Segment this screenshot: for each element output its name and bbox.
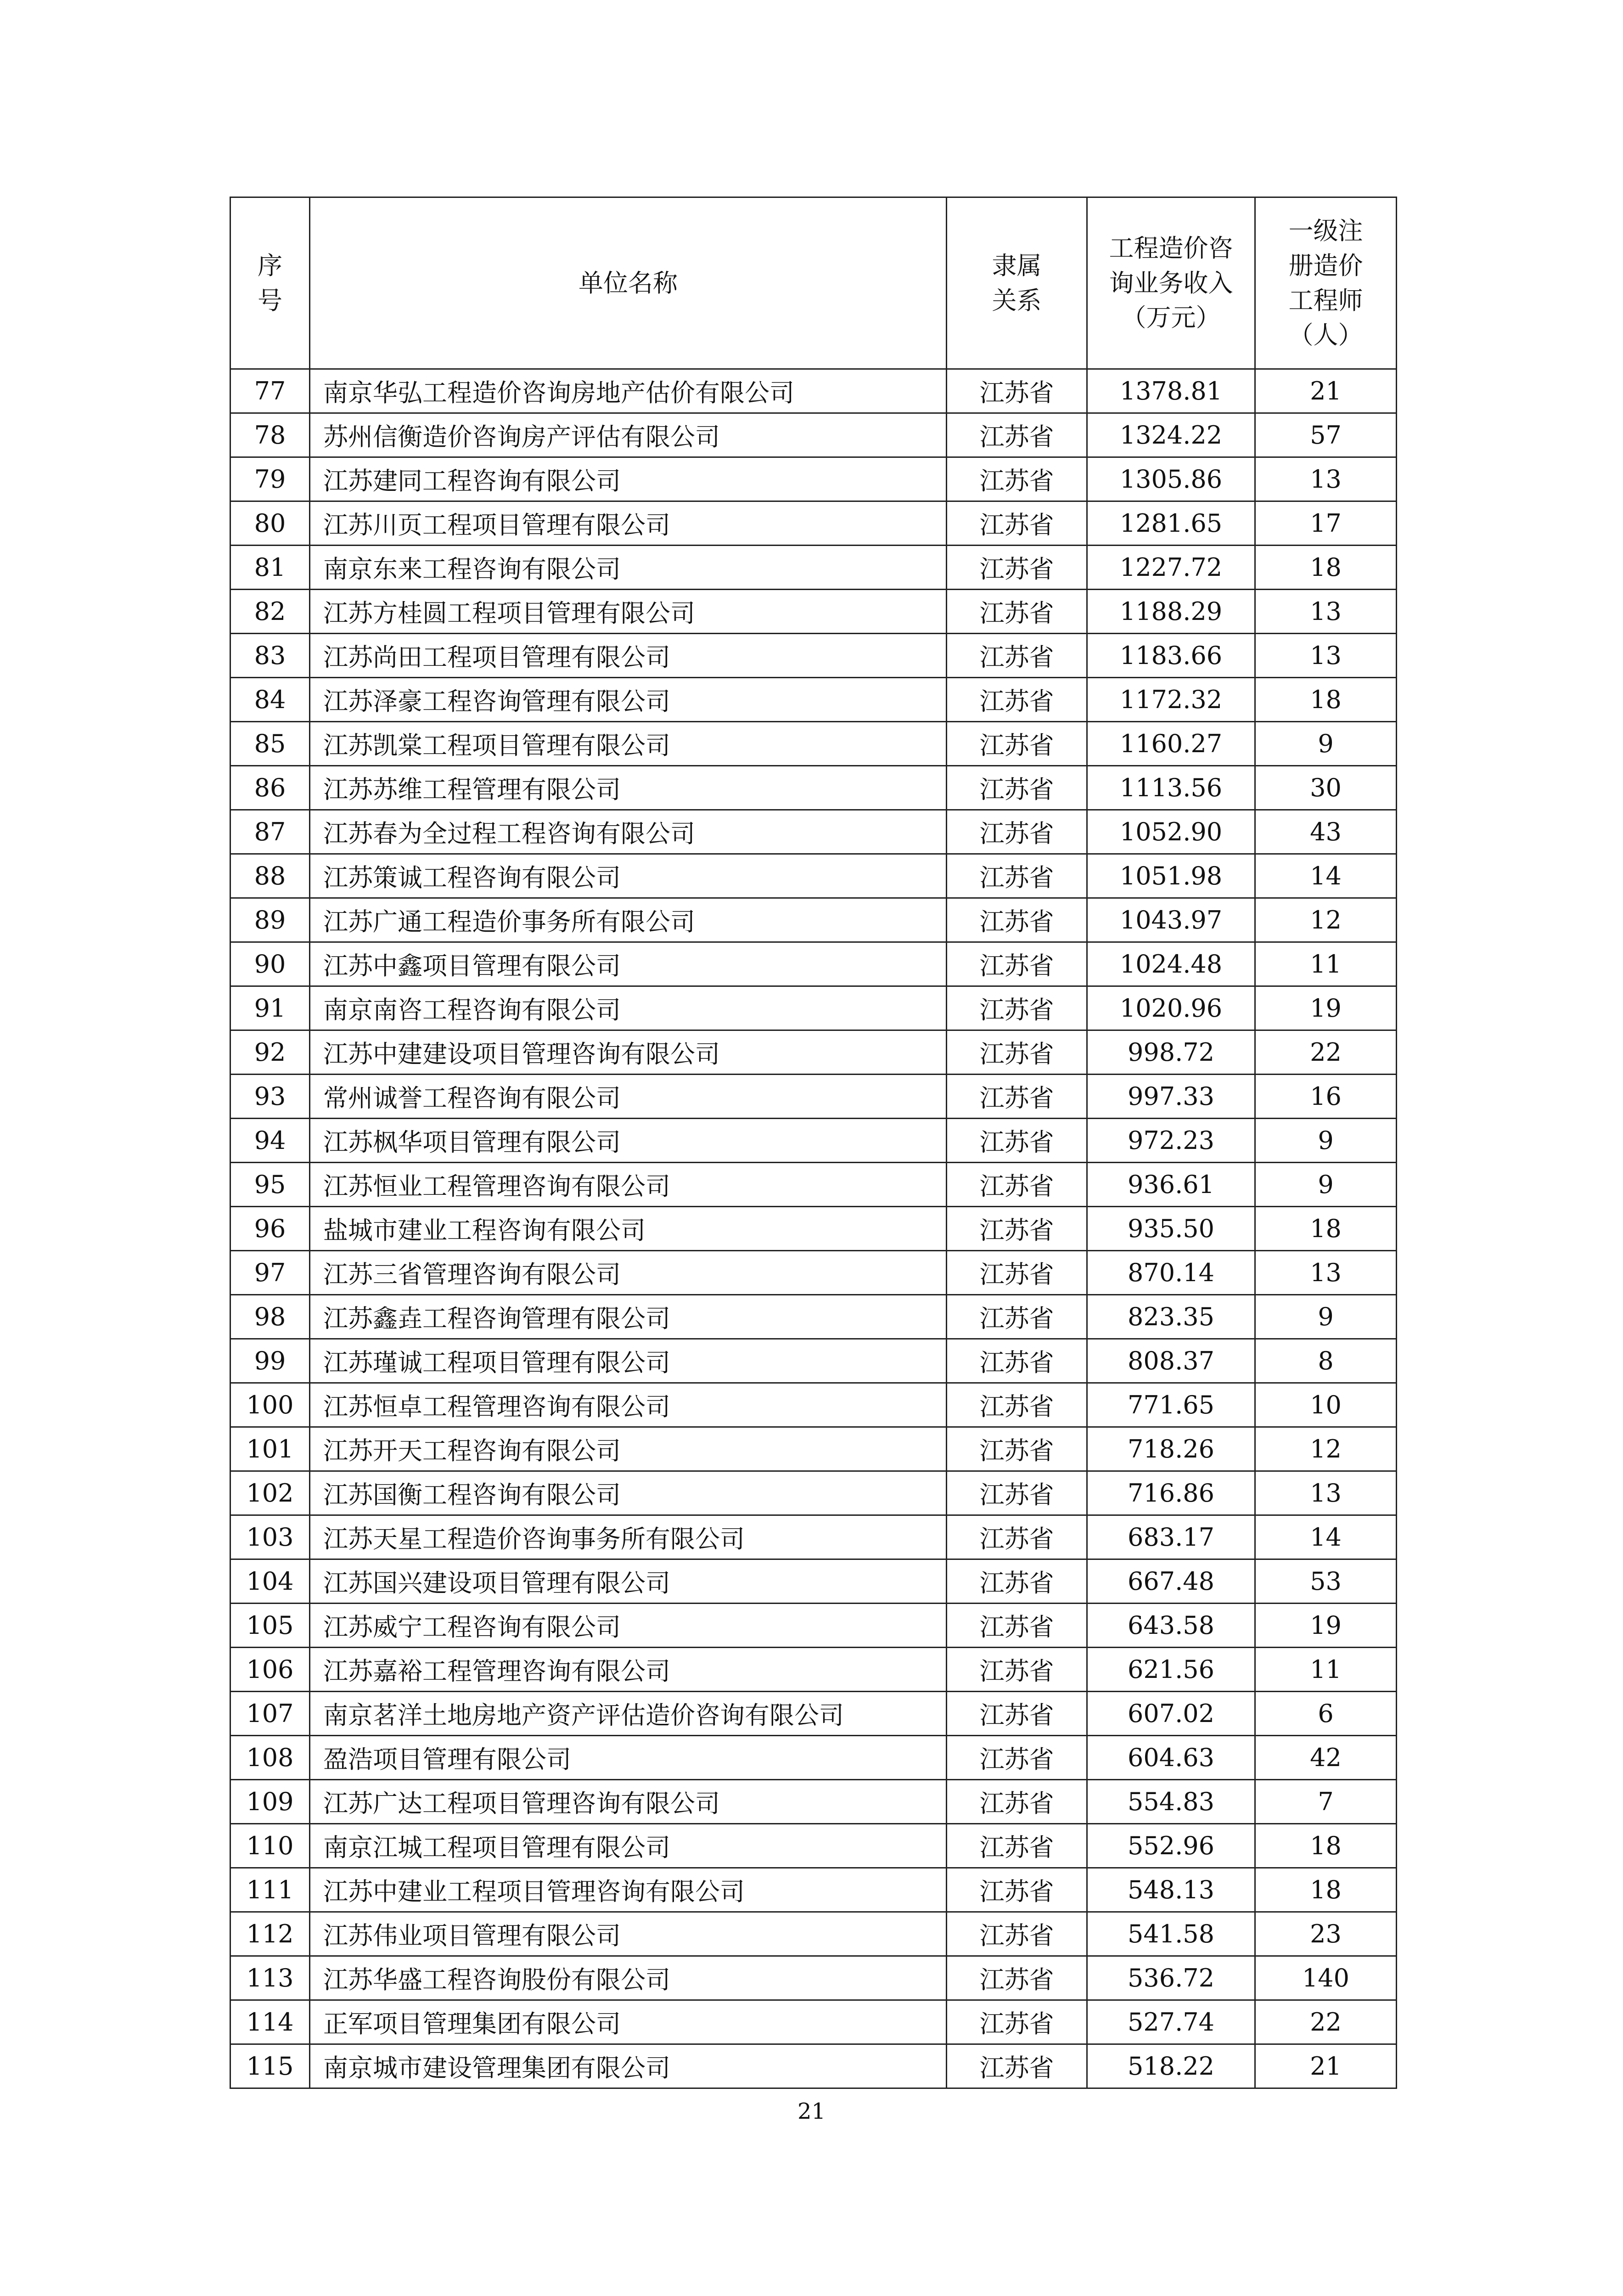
cell-affiliation: 江苏省 xyxy=(947,634,1087,678)
cell-engineers: 10 xyxy=(1255,1383,1397,1427)
cell-company-name: 常州诚誉工程咨询有限公司 xyxy=(310,1075,947,1119)
cell-seq: 103 xyxy=(230,1515,310,1559)
cell-affiliation: 江苏省 xyxy=(947,810,1087,854)
cell-revenue: 1305.86 xyxy=(1087,457,1255,501)
table-row xyxy=(230,2000,1397,2044)
cell-company-name: 江苏国兴建设项目管理有限公司 xyxy=(310,1559,947,1604)
table-row xyxy=(230,722,1397,766)
cell-revenue: 972.23 xyxy=(1087,1119,1255,1163)
cell-seq: 87 xyxy=(230,810,310,854)
cell-revenue: 1188.29 xyxy=(1087,590,1255,634)
cell-revenue: 621.56 xyxy=(1087,1648,1255,1692)
cell-engineers: 18 xyxy=(1255,1824,1397,1868)
header-name: 单位名称 xyxy=(310,197,947,369)
cell-seq: 78 xyxy=(230,413,310,457)
cell-affiliation: 江苏省 xyxy=(947,1119,1087,1163)
cell-affiliation: 江苏省 xyxy=(947,2000,1087,2044)
cell-engineers: 18 xyxy=(1255,678,1397,722)
cell-revenue: 1052.90 xyxy=(1087,810,1255,854)
cell-revenue: 1051.98 xyxy=(1087,854,1255,898)
cell-company-name: 江苏尚田工程项目管理有限公司 xyxy=(310,634,947,678)
cell-engineers: 17 xyxy=(1255,501,1397,546)
cell-seq: 81 xyxy=(230,546,310,590)
cell-revenue: 771.65 xyxy=(1087,1383,1255,1427)
table-row xyxy=(230,942,1397,986)
cell-company-name: 江苏苏维工程管理有限公司 xyxy=(310,766,947,810)
table-row xyxy=(230,854,1397,898)
cell-company-name: 江苏鑫垚工程咨询管理有限公司 xyxy=(310,1295,947,1339)
cell-affiliation: 江苏省 xyxy=(947,986,1087,1030)
cell-seq: 97 xyxy=(230,1251,310,1295)
cell-revenue: 997.33 xyxy=(1087,1075,1255,1119)
cell-seq: 79 xyxy=(230,457,310,501)
cell-seq: 107 xyxy=(230,1692,310,1736)
table-row xyxy=(230,1427,1397,1471)
table-row xyxy=(230,369,1397,413)
cell-affiliation: 江苏省 xyxy=(947,1471,1087,1515)
cell-affiliation: 江苏省 xyxy=(947,722,1087,766)
table-row xyxy=(230,1515,1397,1559)
table-row xyxy=(230,1780,1397,1824)
cell-revenue: 552.96 xyxy=(1087,1824,1255,1868)
cell-affiliation: 江苏省 xyxy=(947,1295,1087,1339)
cell-affiliation: 江苏省 xyxy=(947,1383,1087,1427)
cell-engineers: 19 xyxy=(1255,986,1397,1030)
table-row xyxy=(230,1648,1397,1692)
cell-company-name: 江苏恒业工程管理咨询有限公司 xyxy=(310,1163,947,1207)
cell-company-name: 南京江城工程项目管理有限公司 xyxy=(310,1824,947,1868)
cell-affiliation: 江苏省 xyxy=(947,1075,1087,1119)
cell-seq: 90 xyxy=(230,942,310,986)
cell-seq: 106 xyxy=(230,1648,310,1692)
cell-company-name: 江苏威宁工程咨询有限公司 xyxy=(310,1604,947,1648)
cell-seq: 77 xyxy=(230,369,310,413)
cell-engineers: 14 xyxy=(1255,1515,1397,1559)
table-row xyxy=(230,1471,1397,1515)
cell-seq: 114 xyxy=(230,2000,310,2044)
cell-affiliation: 江苏省 xyxy=(947,1427,1087,1471)
cell-company-name: 江苏中鑫项目管理有限公司 xyxy=(310,942,947,986)
cell-engineers: 19 xyxy=(1255,1604,1397,1648)
cell-company-name: 江苏广达工程项目管理咨询有限公司 xyxy=(310,1780,947,1824)
cell-affiliation: 江苏省 xyxy=(947,1030,1087,1075)
cell-affiliation: 江苏省 xyxy=(947,457,1087,501)
cell-company-name: 江苏华盛工程咨询股份有限公司 xyxy=(310,1956,947,2000)
cell-seq: 88 xyxy=(230,854,310,898)
cell-seq: 115 xyxy=(230,2044,310,2088)
cell-seq: 109 xyxy=(230,1780,310,1824)
header-engineers: 一级注 册造价 工程师 （人） xyxy=(1255,197,1397,369)
cell-affiliation: 江苏省 xyxy=(947,1780,1087,1824)
cell-seq: 94 xyxy=(230,1119,310,1163)
cell-engineers: 9 xyxy=(1255,1163,1397,1207)
table-row xyxy=(230,1559,1397,1604)
table-row xyxy=(230,1604,1397,1648)
cell-engineers: 21 xyxy=(1255,369,1397,413)
cell-engineers: 22 xyxy=(1255,2000,1397,2044)
cell-revenue: 1172.32 xyxy=(1087,678,1255,722)
cell-revenue: 1024.48 xyxy=(1087,942,1255,986)
cell-seq: 86 xyxy=(230,766,310,810)
cell-seq: 82 xyxy=(230,590,310,634)
cell-engineers: 22 xyxy=(1255,1030,1397,1075)
cell-affiliation: 江苏省 xyxy=(947,1163,1087,1207)
cell-company-name: 盈浩项目管理有限公司 xyxy=(310,1736,947,1780)
cell-engineers: 42 xyxy=(1255,1736,1397,1780)
cell-engineers: 53 xyxy=(1255,1559,1397,1604)
cell-company-name: 江苏开天工程咨询有限公司 xyxy=(310,1427,947,1471)
cell-company-name: 江苏泽豪工程咨询管理有限公司 xyxy=(310,678,947,722)
cell-company-name: 南京茗洋土地房地产资产评估造价咨询有限公司 xyxy=(310,1692,947,1736)
cell-revenue: 718.26 xyxy=(1087,1427,1255,1471)
cell-seq: 105 xyxy=(230,1604,310,1648)
cell-company-name: 江苏中建业工程项目管理咨询有限公司 xyxy=(310,1868,947,1912)
cell-revenue: 1378.81 xyxy=(1087,369,1255,413)
cell-company-name: 江苏广通工程造价事务所有限公司 xyxy=(310,898,947,942)
cell-seq: 95 xyxy=(230,1163,310,1207)
table-row xyxy=(230,1119,1397,1163)
cell-company-name: 江苏凯棠工程项目管理有限公司 xyxy=(310,722,947,766)
cell-revenue: 554.83 xyxy=(1087,1780,1255,1824)
cell-engineers: 140 xyxy=(1255,1956,1397,2000)
cell-seq: 98 xyxy=(230,1295,310,1339)
cell-affiliation: 江苏省 xyxy=(947,1692,1087,1736)
cell-company-name: 南京华弘工程造价咨询房地产估价有限公司 xyxy=(310,369,947,413)
cell-seq: 113 xyxy=(230,1956,310,2000)
cell-engineers: 9 xyxy=(1255,722,1397,766)
cell-seq: 85 xyxy=(230,722,310,766)
cell-engineers: 7 xyxy=(1255,1780,1397,1824)
cell-seq: 111 xyxy=(230,1868,310,1912)
cell-engineers: 43 xyxy=(1255,810,1397,854)
table-row xyxy=(230,1163,1397,1207)
cell-engineers: 18 xyxy=(1255,546,1397,590)
cell-engineers: 14 xyxy=(1255,854,1397,898)
cell-affiliation: 江苏省 xyxy=(947,546,1087,590)
cell-revenue: 936.61 xyxy=(1087,1163,1255,1207)
table-row xyxy=(230,590,1397,634)
cell-engineers: 11 xyxy=(1255,1648,1397,1692)
cell-seq: 93 xyxy=(230,1075,310,1119)
table-row xyxy=(230,1692,1397,1736)
table-row xyxy=(230,678,1397,722)
table-row xyxy=(230,1956,1397,2000)
cell-engineers: 8 xyxy=(1255,1339,1397,1383)
cell-engineers: 9 xyxy=(1255,1295,1397,1339)
table-row xyxy=(230,898,1397,942)
cell-revenue: 518.22 xyxy=(1087,2044,1255,2088)
cell-affiliation: 江苏省 xyxy=(947,2044,1087,2088)
cell-engineers: 13 xyxy=(1255,590,1397,634)
cell-revenue: 1020.96 xyxy=(1087,986,1255,1030)
cell-revenue: 527.74 xyxy=(1087,2000,1255,2044)
cell-engineers: 11 xyxy=(1255,942,1397,986)
page-number: 21 xyxy=(797,2099,826,2124)
cell-seq: 92 xyxy=(230,1030,310,1075)
cell-affiliation: 江苏省 xyxy=(947,369,1087,413)
cell-engineers: 21 xyxy=(1255,2044,1397,2088)
table-row xyxy=(230,1295,1397,1339)
cell-seq: 96 xyxy=(230,1207,310,1251)
table-row xyxy=(230,1075,1397,1119)
cell-affiliation: 江苏省 xyxy=(947,1339,1087,1383)
cell-affiliation: 江苏省 xyxy=(947,942,1087,986)
table-body xyxy=(230,369,1397,2088)
cell-seq: 80 xyxy=(230,501,310,546)
cell-company-name: 南京南咨工程咨询有限公司 xyxy=(310,986,947,1030)
cell-company-name: 江苏枫华项目管理有限公司 xyxy=(310,1119,947,1163)
table-row xyxy=(230,810,1397,854)
cell-affiliation: 江苏省 xyxy=(947,1515,1087,1559)
cell-engineers: 18 xyxy=(1255,1868,1397,1912)
cell-affiliation: 江苏省 xyxy=(947,1251,1087,1295)
header-seq: 序 号 xyxy=(230,197,310,369)
cell-seq: 104 xyxy=(230,1559,310,1604)
cell-company-name: 南京东来工程咨询有限公司 xyxy=(310,546,947,590)
cell-affiliation: 江苏省 xyxy=(947,678,1087,722)
cell-revenue: 683.17 xyxy=(1087,1515,1255,1559)
table-row xyxy=(230,634,1397,678)
cell-affiliation: 江苏省 xyxy=(947,854,1087,898)
cell-company-name: 江苏建同工程咨询有限公司 xyxy=(310,457,947,501)
cell-seq: 110 xyxy=(230,1824,310,1868)
cell-affiliation: 江苏省 xyxy=(947,1912,1087,1956)
cell-company-name: 江苏恒卓工程管理咨询有限公司 xyxy=(310,1383,947,1427)
cell-company-name: 江苏国衡工程咨询有限公司 xyxy=(310,1471,947,1515)
table-row xyxy=(230,1868,1397,1912)
cell-affiliation: 江苏省 xyxy=(947,590,1087,634)
cell-company-name: 江苏三省管理咨询有限公司 xyxy=(310,1251,947,1295)
header-revenue: 工程造价咨 询业务收入 （万元） xyxy=(1087,197,1255,369)
cell-company-name: 江苏中建建设项目管理咨询有限公司 xyxy=(310,1030,947,1075)
cell-revenue: 536.72 xyxy=(1087,1956,1255,2000)
header-affiliation: 隶属 关系 xyxy=(947,197,1087,369)
table-row xyxy=(230,546,1397,590)
table-row xyxy=(230,413,1397,457)
cell-revenue: 541.58 xyxy=(1087,1912,1255,1956)
cell-affiliation: 江苏省 xyxy=(947,1559,1087,1604)
cell-company-name: 江苏川页工程项目管理有限公司 xyxy=(310,501,947,546)
cell-seq: 91 xyxy=(230,986,310,1030)
cell-engineers: 13 xyxy=(1255,1251,1397,1295)
cell-seq: 99 xyxy=(230,1339,310,1383)
cell-engineers: 57 xyxy=(1255,413,1397,457)
table-row xyxy=(230,457,1397,501)
cell-company-name: 江苏伟业项目管理有限公司 xyxy=(310,1912,947,1956)
cell-engineers: 12 xyxy=(1255,898,1397,942)
cell-affiliation: 江苏省 xyxy=(947,898,1087,942)
cell-seq: 102 xyxy=(230,1471,310,1515)
cell-revenue: 1281.65 xyxy=(1087,501,1255,546)
table-row xyxy=(230,766,1397,810)
cell-company-name: 江苏春为全过程工程咨询有限公司 xyxy=(310,810,947,854)
cell-revenue: 1227.72 xyxy=(1087,546,1255,590)
cell-affiliation: 江苏省 xyxy=(947,413,1087,457)
table-row xyxy=(230,1339,1397,1383)
cell-engineers: 9 xyxy=(1255,1119,1397,1163)
cell-revenue: 823.35 xyxy=(1087,1295,1255,1339)
cell-revenue: 607.02 xyxy=(1087,1692,1255,1736)
cell-revenue: 808.37 xyxy=(1087,1339,1255,1383)
cell-revenue: 998.72 xyxy=(1087,1030,1255,1075)
cell-affiliation: 江苏省 xyxy=(947,1207,1087,1251)
cell-affiliation: 江苏省 xyxy=(947,1868,1087,1912)
cell-engineers: 13 xyxy=(1255,457,1397,501)
cell-revenue: 935.50 xyxy=(1087,1207,1255,1251)
cell-seq: 83 xyxy=(230,634,310,678)
cell-revenue: 1160.27 xyxy=(1087,722,1255,766)
cell-seq: 89 xyxy=(230,898,310,942)
cell-engineers: 12 xyxy=(1255,1427,1397,1471)
table-row xyxy=(230,1912,1397,1956)
cell-affiliation: 江苏省 xyxy=(947,501,1087,546)
cell-affiliation: 江苏省 xyxy=(947,1648,1087,1692)
header-row xyxy=(230,197,1397,369)
cell-revenue: 604.63 xyxy=(1087,1736,1255,1780)
cell-revenue: 1113.56 xyxy=(1087,766,1255,810)
table-row xyxy=(230,1824,1397,1868)
cell-engineers: 18 xyxy=(1255,1207,1397,1251)
cell-affiliation: 江苏省 xyxy=(947,1956,1087,2000)
cell-revenue: 870.14 xyxy=(1087,1251,1255,1295)
cell-revenue: 1324.22 xyxy=(1087,413,1255,457)
company-ranking-table xyxy=(230,197,1397,2089)
cell-company-name: 江苏方桂圆工程项目管理有限公司 xyxy=(310,590,947,634)
cell-revenue: 1183.66 xyxy=(1087,634,1255,678)
cell-engineers: 30 xyxy=(1255,766,1397,810)
table-row xyxy=(230,1383,1397,1427)
cell-engineers: 16 xyxy=(1255,1075,1397,1119)
cell-affiliation: 江苏省 xyxy=(947,1736,1087,1780)
cell-revenue: 1043.97 xyxy=(1087,898,1255,942)
cell-company-name: 苏州信衡造价咨询房产评估有限公司 xyxy=(310,413,947,457)
cell-seq: 101 xyxy=(230,1427,310,1471)
table-row xyxy=(230,1207,1397,1251)
cell-company-name: 江苏嘉裕工程管理咨询有限公司 xyxy=(310,1648,947,1692)
cell-affiliation: 江苏省 xyxy=(947,1824,1087,1868)
cell-seq: 84 xyxy=(230,678,310,722)
table-row xyxy=(230,986,1397,1030)
cell-engineers: 13 xyxy=(1255,1471,1397,1515)
table-row xyxy=(230,1736,1397,1780)
cell-company-name: 盐城市建业工程咨询有限公司 xyxy=(310,1207,947,1251)
cell-seq: 100 xyxy=(230,1383,310,1427)
cell-seq: 112 xyxy=(230,1912,310,1956)
table-row xyxy=(230,501,1397,546)
table-row xyxy=(230,1251,1397,1295)
cell-company-name: 正军项目管理集团有限公司 xyxy=(310,2000,947,2044)
cell-affiliation: 江苏省 xyxy=(947,766,1087,810)
cell-engineers: 23 xyxy=(1255,1912,1397,1956)
cell-company-name: 江苏策诚工程咨询有限公司 xyxy=(310,854,947,898)
cell-revenue: 548.13 xyxy=(1087,1868,1255,1912)
cell-engineers: 13 xyxy=(1255,634,1397,678)
cell-revenue: 716.86 xyxy=(1087,1471,1255,1515)
cell-revenue: 643.58 xyxy=(1087,1604,1255,1648)
cell-company-name: 江苏天星工程造价咨询事务所有限公司 xyxy=(310,1515,947,1559)
cell-engineers: 6 xyxy=(1255,1692,1397,1736)
cell-company-name: 南京城市建设管理集团有限公司 xyxy=(310,2044,947,2088)
cell-affiliation: 江苏省 xyxy=(947,1604,1087,1648)
cell-seq: 108 xyxy=(230,1736,310,1780)
cell-company-name: 江苏瑾诚工程项目管理有限公司 xyxy=(310,1339,947,1383)
table-row xyxy=(230,1030,1397,1075)
table-row xyxy=(230,2044,1397,2088)
cell-revenue: 667.48 xyxy=(1087,1559,1255,1604)
